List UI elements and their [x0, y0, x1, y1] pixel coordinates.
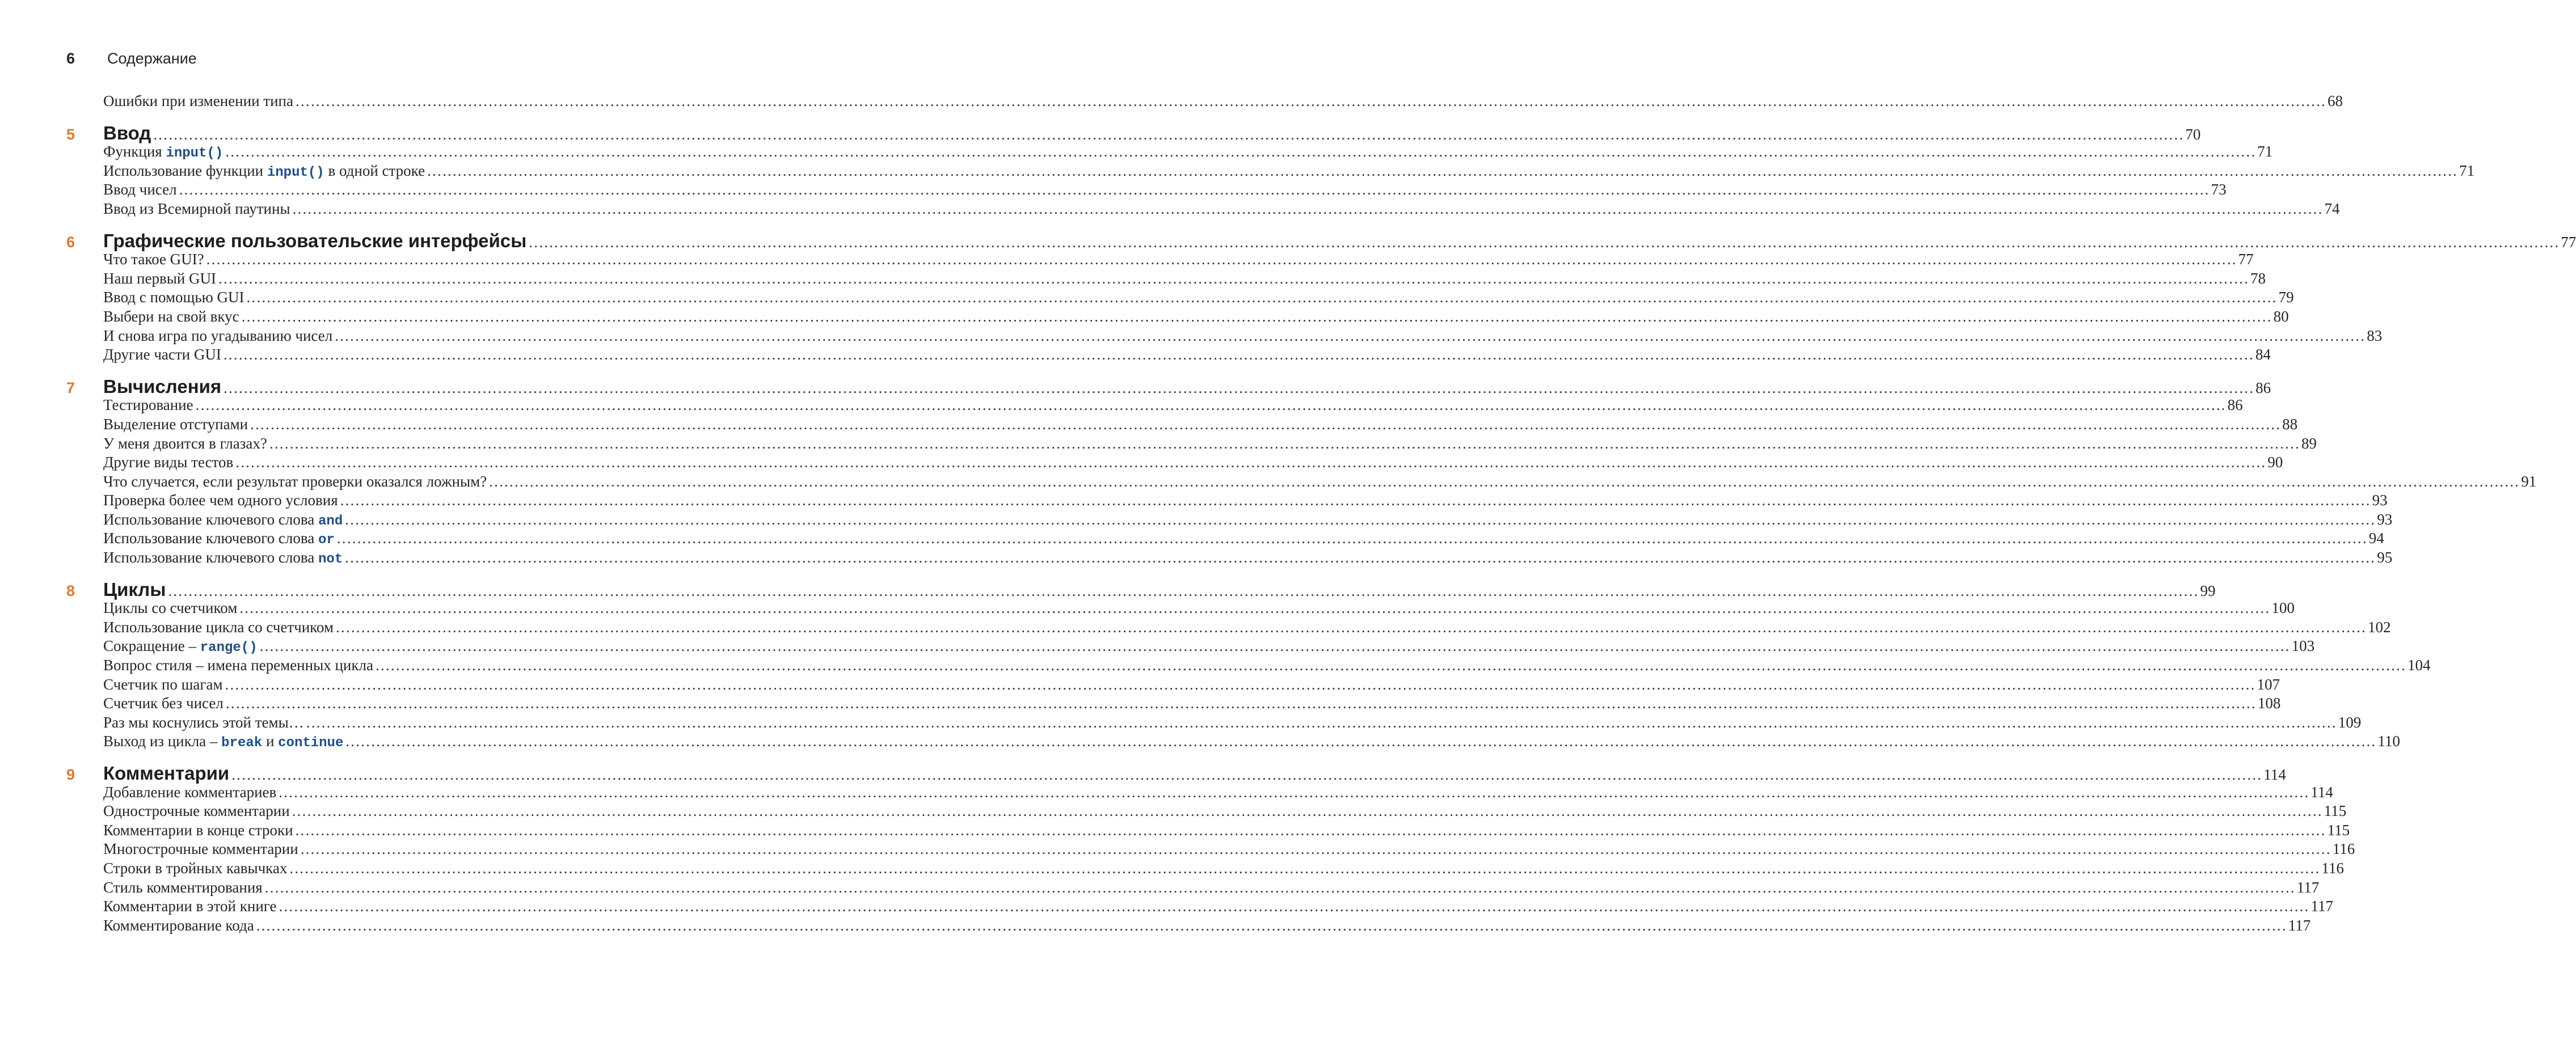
dot-leader: ................................................................................................................................................................................................................................................................................................................................................................................................................	[345, 549, 2376, 566]
title-text: Счетчик без чисел	[103, 695, 224, 712]
page-ref: 93	[2372, 492, 2388, 509]
title-text: и	[262, 733, 279, 750]
title-text: Стиль комментирования	[103, 878, 263, 896]
toc-entry	[66, 142, 2273, 162]
title-text: Ввод	[103, 122, 151, 143]
title-text: Другие виды тестов	[103, 454, 234, 471]
title-text: Раз мы коснулись этой темы…	[103, 713, 304, 731]
toc-entry	[66, 859, 2344, 878]
entry-title	[103, 713, 306, 733]
entry-title	[103, 732, 345, 753]
chapter-number: 9	[66, 766, 75, 783]
title-text: Ввод с помощью GUI	[103, 289, 244, 306]
page-ref: 71	[2459, 162, 2475, 179]
dot-leader: ................................................................................................................................................................................................................................................................................................................................................................................................................	[489, 472, 2520, 490]
toc-entry	[66, 802, 2347, 821]
chapter-title	[103, 124, 153, 143]
chapter-number: 8	[66, 582, 75, 599]
dot-leader: ................................................................................................................................................................................................................................................................................................................................................................................................................	[195, 396, 2227, 414]
page-ref: 103	[2291, 637, 2315, 655]
toc-chapter	[66, 122, 2201, 143]
dot-leader: ................................................................................................................................................................................................................................................................................................................................................................................................................	[225, 143, 2257, 160]
page-ref: 99	[2200, 582, 2216, 599]
entry-title	[103, 840, 301, 859]
title-text: Циклы со счетчиком	[103, 599, 238, 617]
page-ref: 78	[2250, 269, 2266, 287]
page-ref: 115	[2327, 821, 2350, 839]
title-text: Выбери на свой вкус	[103, 307, 239, 325]
toc-entry	[66, 491, 2388, 510]
page-ref: 114	[2263, 766, 2286, 783]
title-text: Выход из цикла –	[103, 733, 222, 750]
title-text: Вычисления	[103, 375, 222, 397]
toc-entry	[66, 618, 2391, 637]
chapter-number: 5	[66, 125, 75, 143]
page-ref: 117	[2296, 878, 2320, 896]
toc-entry	[66, 878, 2320, 898]
page-ref: 77	[2238, 251, 2254, 268]
page-ref: 116	[2321, 859, 2344, 877]
page-ref: 70	[2185, 125, 2201, 143]
entry-title	[103, 250, 206, 269]
toc-entry	[66, 180, 2227, 200]
chapter-number: 6	[66, 233, 75, 251]
code-keyword: break	[221, 735, 263, 751]
entry-title	[103, 802, 292, 821]
entry-title	[103, 92, 296, 111]
entry-title	[103, 510, 345, 531]
title-text: Строки в тройных кавычках	[103, 859, 288, 877]
dot-leader: ................................................................................................................................................................................................................................................................................................................................................................................................................	[292, 200, 2324, 217]
toc-entry	[66, 732, 2400, 751]
chapter-title	[103, 580, 168, 599]
page-ref: 86	[2227, 396, 2243, 414]
toc-entry	[66, 694, 2281, 713]
toc-chapter	[66, 763, 2286, 784]
title-text: Тестирование	[103, 396, 193, 414]
title-text: Сокращение –	[103, 637, 200, 655]
dot-leader: ................................................................................................................................................................................................................................................................................................................................................................................................................	[336, 530, 2368, 547]
dot-leader: ................................................................................................................................................................................................................................................................................................................................................................................................................	[529, 233, 2560, 251]
dot-leader: ................................................................................................................................................................................................................................................................................................................................................................................................................	[218, 269, 2250, 287]
toc-entry	[66, 637, 2315, 656]
dot-leader: ................................................................................................................................................................................................................................................................................................................................................................................................................	[295, 821, 2326, 839]
entry-title	[103, 345, 224, 365]
entry-title	[103, 415, 250, 434]
entry-title	[103, 434, 269, 454]
toc-entry	[66, 434, 2317, 454]
entry-title	[103, 656, 376, 675]
toc-entry	[66, 529, 2384, 548]
page-ref: 107	[2257, 675, 2280, 693]
entry-title	[103, 637, 260, 658]
page-ref: 74	[2324, 200, 2340, 217]
toc-entry	[66, 415, 2298, 434]
title-text: Использование ключевого слова	[103, 510, 318, 528]
title-text: Многострочные комментарии	[103, 840, 298, 858]
toc-entry	[66, 916, 2311, 936]
dot-leader: ................................................................................................................................................................................................................................................................................................................................................................................................................	[168, 582, 2199, 599]
dot-leader: ................................................................................................................................................................................................................................................................................................................................................................................................................	[345, 510, 2376, 528]
entry-title	[103, 472, 489, 492]
title-text: Что случается, если результат проверки оказался ложным?	[103, 472, 487, 490]
dot-leader: ................................................................................................................................................................................................................................................................................................................................................................................................................	[179, 181, 2210, 198]
entry-title	[103, 162, 427, 183]
page-ref: 86	[2255, 379, 2271, 396]
dot-leader: ................................................................................................................................................................................................................................................................................................................................................................................................................	[269, 434, 2300, 452]
dot-leader: ................................................................................................................................................................................................................................................................................................................................................................................................................	[295, 92, 2326, 109]
toc-entry	[66, 92, 2343, 111]
title-text: Использование ключевого слова	[103, 530, 318, 547]
page-ref: 88	[2282, 415, 2298, 433]
dot-leader: ................................................................................................................................................................................................................................................................................................................................................................................................................	[345, 733, 2377, 750]
dot-leader: ................................................................................................................................................................................................................................................................................................................................................................................................................	[225, 695, 2257, 712]
entry-title	[103, 200, 293, 219]
dot-leader: ................................................................................................................................................................................................................................................................................................................................................................................................................	[306, 713, 2337, 731]
toc-entry	[66, 783, 2333, 802]
dot-leader: ................................................................................................................................................................................................................................................................................................................................................................................................................	[279, 898, 2310, 915]
toc-entry	[66, 656, 2431, 675]
dot-leader: ................................................................................................................................................................................................................................................................................................................................................................................................................	[246, 289, 2278, 306]
toc-entry	[66, 345, 2271, 365]
title-text: Проверка более чем одного условия	[103, 492, 338, 509]
page-ref: 89	[2301, 434, 2317, 452]
entry-title	[103, 307, 242, 327]
page-ref: 91	[2521, 472, 2537, 490]
title-text: Комментарии	[103, 763, 230, 784]
code-keyword: or	[318, 532, 335, 548]
title-text: Комментарии в этой книге	[103, 898, 277, 915]
dot-leader: ................................................................................................................................................................................................................................................................................................................................................................................................................	[336, 618, 2367, 636]
code-keyword: range()	[200, 640, 258, 656]
toc-entry	[66, 453, 2283, 472]
toc-entry	[66, 675, 2280, 695]
page-number: 6	[66, 50, 75, 67]
page-ref: 100	[2271, 599, 2295, 617]
chapter-title	[103, 764, 231, 783]
dot-leader: ................................................................................................................................................................................................................................................................................................................................................................................................................	[259, 637, 2291, 655]
toc-entry	[66, 472, 2537, 492]
chapter-title	[103, 231, 529, 251]
dot-leader: ................................................................................................................................................................................................................................................................................................................................................................................................................	[264, 878, 2296, 896]
title-text: Наш первый GUI	[103, 269, 217, 287]
entry-title	[103, 327, 335, 346]
entry-title	[103, 618, 336, 637]
title-text: Комментарии в конце строки	[103, 821, 293, 839]
table-of-contents	[66, 92, 2576, 935]
chapter-title	[103, 377, 224, 396]
toc-chapter	[66, 578, 2216, 600]
page-ref: 102	[2368, 618, 2391, 636]
page-ref: 80	[2273, 307, 2289, 325]
chapter-number: 7	[66, 379, 75, 396]
dot-leader: ................................................................................................................................................................................................................................................................................................................................................................................................................	[206, 251, 2237, 268]
title-text: в одной строке	[324, 162, 425, 179]
code-keyword: not	[318, 552, 343, 568]
dot-leader: ................................................................................................................................................................................................................................................................................................................................................................................................................	[239, 599, 2271, 617]
page-ref: 95	[2377, 549, 2393, 566]
title-text: Графические пользовательские интерфейсы	[103, 230, 527, 251]
entry-title	[103, 142, 225, 163]
entry-title	[103, 675, 225, 695]
toc-entry	[66, 269, 2266, 289]
toc-entry	[66, 548, 2393, 568]
toc-entry	[66, 713, 2362, 733]
entry-title	[103, 269, 218, 289]
page-ref: 94	[2368, 530, 2384, 547]
code-keyword: input()	[166, 146, 224, 162]
dot-leader: ................................................................................................................................................................................................................................................................................................................................................................................................................	[292, 802, 2323, 820]
page-ref: 90	[2267, 454, 2283, 471]
dot-leader: ................................................................................................................................................................................................................................................................................................................................................................................................................	[231, 766, 2263, 783]
dot-leader: ................................................................................................................................................................................................................................................................................................................................................................................................................	[427, 162, 2459, 179]
title-text: Циклы	[103, 578, 166, 600]
dot-leader: ................................................................................................................................................................................................................................................................................................................................................................................................................	[225, 675, 2256, 693]
running-title: Содержание	[107, 50, 197, 67]
entry-title	[103, 916, 256, 936]
entry-title	[103, 599, 239, 618]
toc-entry	[66, 327, 2383, 346]
title-text: Другие части GUI	[103, 346, 221, 363]
toc-entry	[66, 599, 2295, 618]
page-ref: 73	[2211, 181, 2227, 198]
entry-title	[103, 783, 279, 802]
code-keyword: and	[318, 513, 343, 529]
toc-entry	[66, 162, 2475, 181]
title-text: Использование цикла со счетчиком	[103, 618, 334, 636]
entry-title	[103, 694, 226, 713]
dot-leader: ................................................................................................................................................................................................................................................................................................................................................................................................................	[223, 346, 2254, 363]
entry-title	[103, 180, 179, 200]
toc-chapter	[66, 230, 2576, 251]
title-text: Ввод из Всемирной паутины	[103, 200, 290, 217]
dot-leader: ................................................................................................................................................................................................................................................................................................................................................................................................................	[279, 783, 2310, 801]
dot-leader: ................................................................................................................................................................................................................................................................................................................................................................................................................	[289, 859, 2321, 877]
page-ref: 108	[2257, 695, 2281, 712]
title-text: Вопрос стиля – имена переменных цикла	[103, 657, 373, 674]
dot-leader: ................................................................................................................................................................................................................................................................................................................................................................................................................	[235, 454, 2267, 471]
entry-title	[103, 529, 337, 550]
title-text: И снова игра по угадыванию чисел	[103, 327, 333, 344]
entry-title	[103, 897, 279, 916]
dot-leader: ................................................................................................................................................................................................................................................................................................................................................................................................................	[153, 125, 2185, 143]
dot-leader: ................................................................................................................................................................................................................................................................................................................................................................................................................	[250, 415, 2282, 433]
toc-entry	[66, 250, 2254, 269]
entry-title	[103, 288, 247, 307]
toc-entry	[66, 840, 2355, 859]
dot-leader: ................................................................................................................................................................................................................................................................................................................................................................................................................	[256, 916, 2287, 934]
page-ref: 79	[2278, 289, 2294, 306]
dot-leader: ................................................................................................................................................................................................................................................................................................................................................................................................................	[300, 840, 2332, 858]
page-ref: 115	[2324, 802, 2347, 820]
page-ref: 84	[2255, 346, 2271, 363]
toc-entry	[66, 510, 2393, 530]
dot-leader: ................................................................................................................................................................................................................................................................................................................................................................................................................	[224, 379, 2255, 396]
entry-title	[103, 396, 196, 415]
toc-chapter	[66, 375, 2271, 397]
title-text: Комментирование кода	[103, 916, 254, 934]
page-ref: 114	[2311, 783, 2333, 801]
title-text: Ошибки при изменении типа	[103, 92, 293, 109]
page-ref: 117	[2311, 898, 2333, 915]
page-ref: 83	[2367, 327, 2383, 344]
title-text: Добавление комментариев	[103, 783, 277, 801]
title-text: Использование ключевого слова	[103, 549, 318, 566]
code-keyword: continue	[278, 735, 344, 751]
toc-entry	[66, 396, 2243, 415]
entry-title	[103, 821, 296, 840]
running-head	[66, 50, 197, 67]
toc-entry	[66, 200, 2340, 219]
page-ref: 104	[2407, 657, 2431, 674]
page-ref: 93	[2377, 510, 2393, 528]
page-ref: 110	[2377, 733, 2400, 750]
entry-title	[103, 859, 289, 878]
entry-title	[103, 878, 265, 898]
dot-leader: ................................................................................................................................................................................................................................................................................................................................................................................................................	[241, 307, 2273, 325]
page-ref: 77	[2561, 233, 2576, 251]
title-text: Выделение отступами	[103, 415, 248, 433]
dot-leader: ................................................................................................................................................................................................................................................................................................................................................................................................................	[375, 657, 2406, 674]
code-keyword: input()	[267, 164, 324, 180]
title-text: Ввод чисел	[103, 181, 177, 198]
title-text: Что такое GUI?	[103, 251, 204, 268]
dot-leader: ................................................................................................................................................................................................................................................................................................................................................................................................................	[340, 492, 2371, 509]
page-ref: 71	[2257, 143, 2273, 160]
toc-entry	[66, 821, 2350, 840]
page-ref: 109	[2338, 713, 2362, 731]
page-ref: 68	[2327, 92, 2343, 109]
title-text: Использование функции	[103, 162, 267, 179]
title-text: У меня двоится в глазах?	[103, 434, 267, 452]
dot-leader: ................................................................................................................................................................................................................................................................................................................................................................................................................	[335, 327, 2366, 344]
title-text: Счетчик по шагам	[103, 675, 223, 693]
title-text: Функция	[103, 143, 166, 160]
page-ref: 116	[2332, 840, 2355, 858]
title-text: Однострочные комментарии	[103, 802, 290, 820]
entry-title	[103, 491, 340, 510]
toc-entry	[66, 288, 2294, 307]
toc-entry	[66, 307, 2289, 327]
entry-title	[103, 548, 345, 569]
toc-entry	[66, 897, 2333, 916]
entry-title	[103, 453, 235, 472]
page-ref: 117	[2288, 916, 2311, 934]
